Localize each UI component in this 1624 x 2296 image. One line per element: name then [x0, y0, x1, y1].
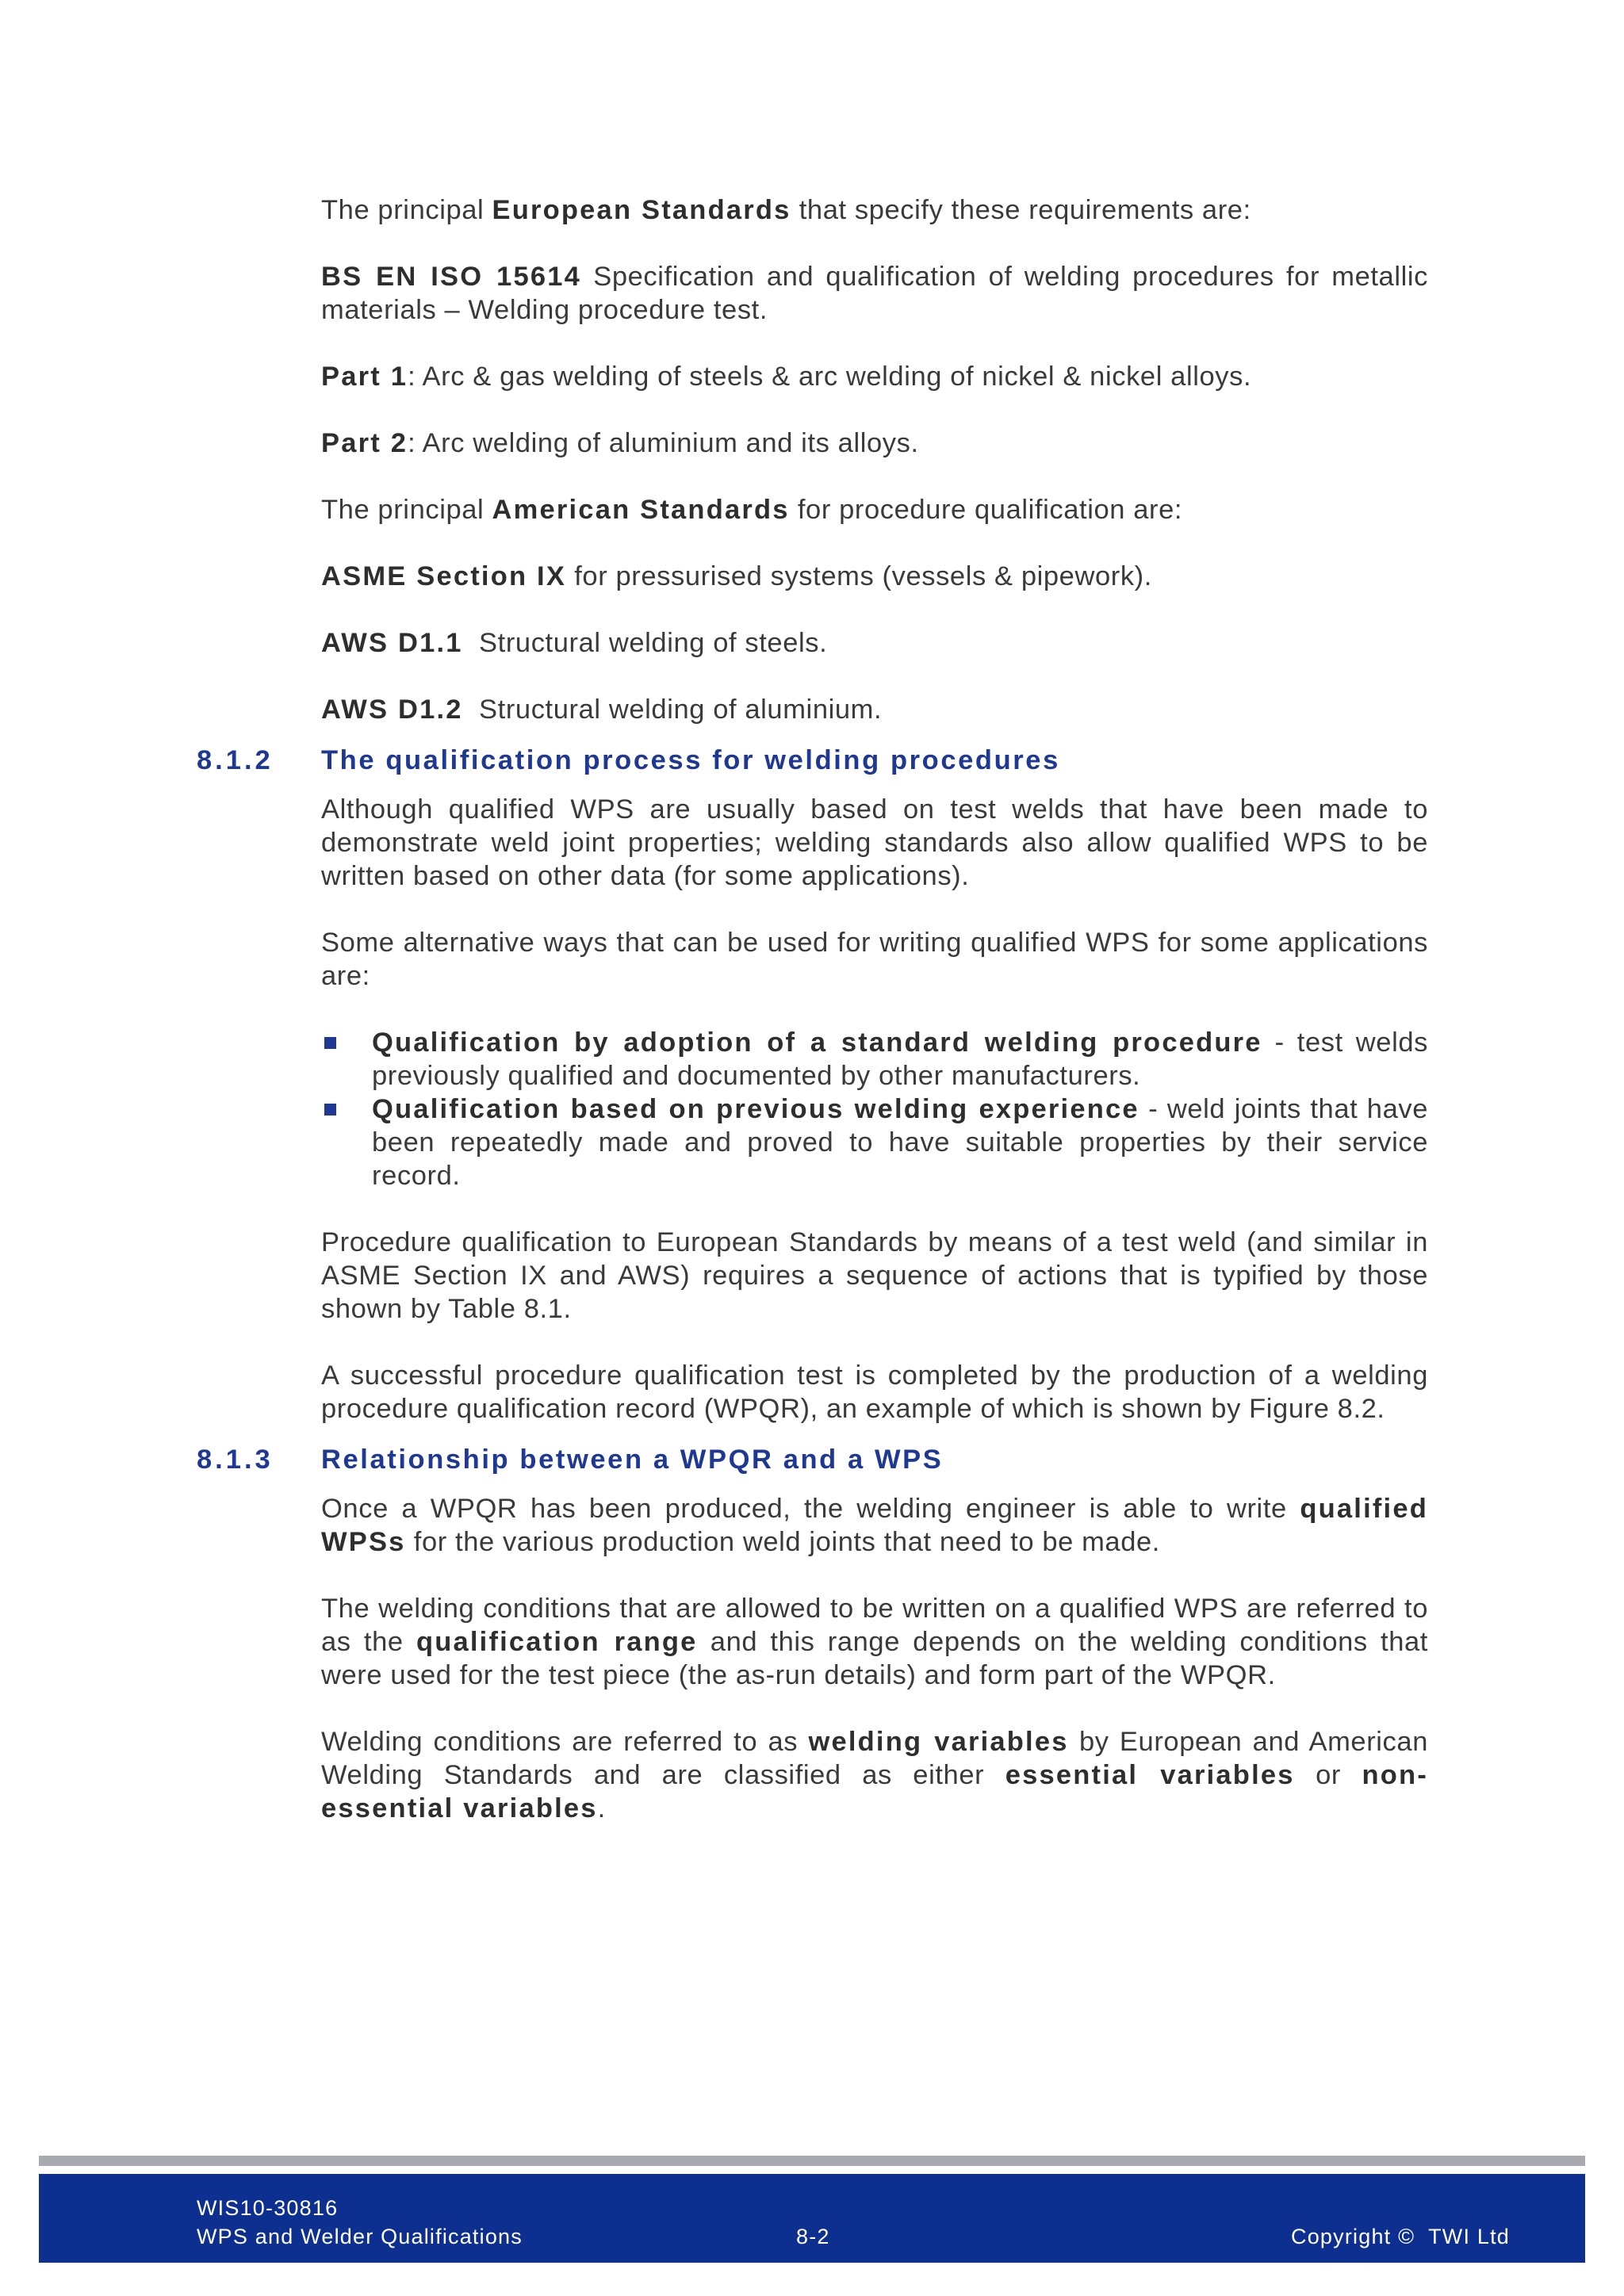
part-1-label: Part 1 — [321, 362, 408, 392]
paragraph: Although qualified WPS are usually based on test welds that have been made to demonstrate weld joint properties; welding standards also allow qualified WPS to be written based on other data (for some applications). — [321, 794, 1428, 891]
page-content — [197, 193, 1429, 1858]
list-item: Qualification by adoption of a standard welding procedure - test welds previously qualified and documented by other manufacturers. — [321, 1026, 1428, 1093]
welding-variables-term: welding variables — [808, 1727, 1069, 1757]
intro-european-standards: The principal European Standards that specify these requirements are: — [321, 195, 1251, 225]
paragraph: Procedure qualification to European Standards by means of a test weld (and similar in ASME Section IX and AWS) requires a sequence of actions that is typified by those shown by Table 8.1. — [321, 1227, 1428, 1324]
european-standards-term: European Standards — [492, 195, 791, 225]
paragraph: Welding conditions are referred to as welding variables by European and American Welding Standards and are classified as either essential variables or non-essential variables. — [321, 1727, 1429, 1823]
square-bullet-icon — [324, 1037, 336, 1049]
paragraph: A successful procedure qualification test is completed by the production of a welding procedure qualification record (WPQR), an example of which is shown by Figure 8.2. — [321, 1360, 1428, 1424]
paragraph: Once a WPQR has been produced, the welding engineer is able to write qualified WPSs for the various production weld joints that need to be made. — [321, 1494, 1428, 1557]
essential-variables-term: essential variables — [1005, 1760, 1295, 1790]
asme-section-ix-code: ASME Section IX — [321, 561, 567, 591]
qualification-range-term: qualification range — [416, 1627, 698, 1657]
aws-d11-entry: AWS D1.1 Structural welding of steels. — [321, 628, 828, 658]
part-2-label: Part 2 — [321, 428, 408, 458]
aws-d11-code: AWS D1.1 — [321, 628, 463, 658]
footer-page-number: 8-2 — [796, 2225, 830, 2248]
footer-doc-title: WPS and Welder Qualifications — [197, 2225, 523, 2248]
alternative-ways-list — [321, 1026, 1428, 1192]
aws-d12-entry: AWS D1.2 Structural welding of aluminium. — [321, 695, 883, 725]
aws-d12-code: AWS D1.2 — [321, 695, 463, 725]
part-2-entry: Part 2: Arc welding of aluminium and its alloys. — [321, 428, 919, 458]
intro-american-standards: The principal American Standards for procedure qualification are: — [321, 495, 1183, 525]
asme-section-ix-entry: ASME Section IX for pressurised systems (vessels & pipework). — [321, 561, 1152, 591]
footer-doc-code: WIS10-30816 — [197, 2196, 339, 2220]
section-title: The qualification process for welding procedures — [321, 745, 1060, 775]
section-heading-8-1-3 — [197, 1443, 1428, 1476]
paragraph: Some alternative ways that can be used for writing qualified WPS for some applications are: — [321, 928, 1428, 991]
bs-en-iso-15614-code: BS EN ISO 15614 — [321, 262, 582, 292]
footer-rule — [39, 2156, 1585, 2166]
american-standards-term: American Standards — [492, 495, 790, 525]
section-number: 8.1.3 — [197, 1445, 274, 1475]
section-heading-8-1-2 — [197, 744, 1428, 777]
non-essential-variables-term: non-essential variables — [321, 1760, 1429, 1823]
paragraph: The welding conditions that are allowed to be written on a qualified WPS are referred to as the qualification range and this range depends on the welding conditions that were used for the test piece (the as-run details) and form part of the WPQR. — [321, 1594, 1428, 1690]
list-item: Qualification based on previous welding experience - weld joints that have been repeatedly made and proved to have suitable properties by their service record. — [321, 1093, 1428, 1192]
bs-en-iso-15614-entry: BS EN ISO 15614 Specification and qualification of welding procedures for metallic materials – Welding procedure test. — [321, 262, 1428, 325]
footer-copyright: Copyright © TWI Ltd — [1291, 2225, 1510, 2248]
page-footer — [39, 2174, 1585, 2263]
square-bullet-icon — [324, 1104, 336, 1115]
part-1-entry: Part 1: Arc & gas welding of steels & arc welding of nickel & nickel alloys. — [321, 362, 1252, 392]
qualified-wpss-term: qualified WPSs — [321, 1494, 1428, 1557]
section-number: 8.1.2 — [197, 745, 274, 775]
section-title: Relationship between a WPQR and a WPS — [321, 1445, 944, 1475]
